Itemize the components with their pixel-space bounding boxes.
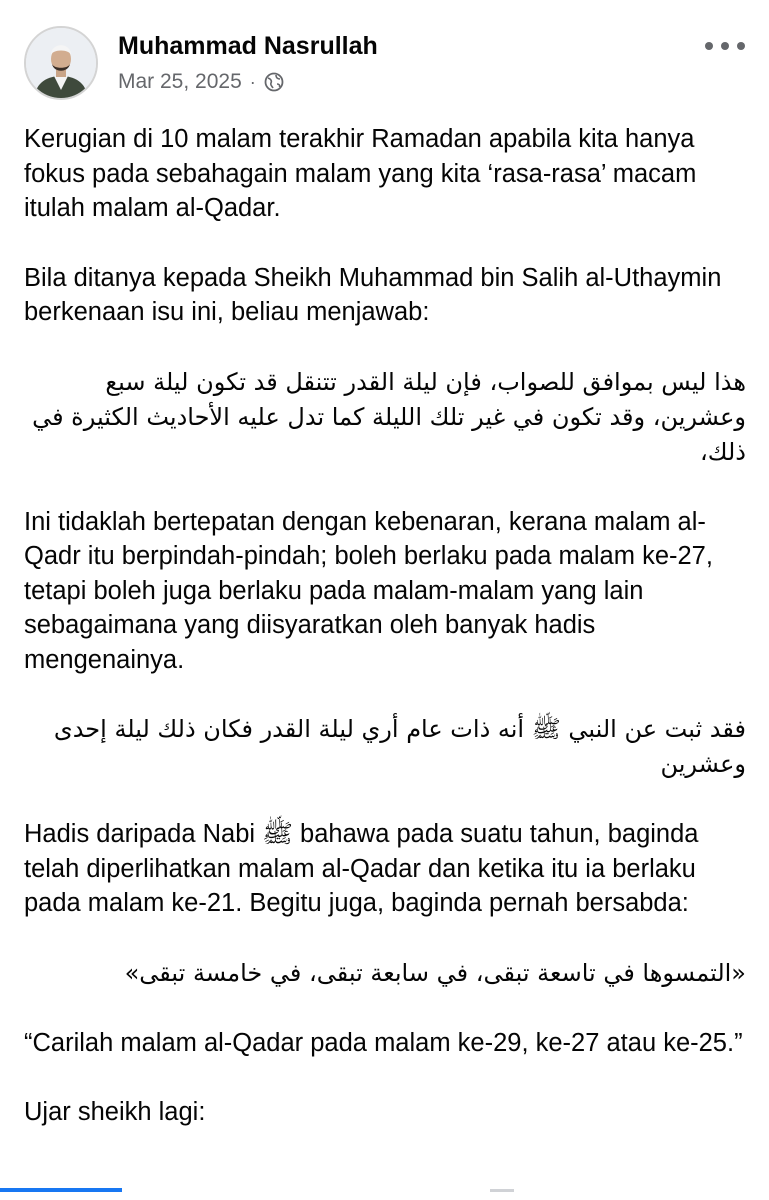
meta-separator: · (249, 71, 256, 92)
more-dot (737, 42, 745, 50)
globe-icon[interactable] (264, 72, 284, 92)
post-paragraph: Ini tidaklah bertepatan dengan kebenaran, kerana malam al-Qadr itu berpindah-pindah; boleh berlaku pada malam ke-27, tetapi boleh juga berlaku pada malam-malam yang lain sebagaimana yang diisyaratkan oleh banyak hadis mengenainya. (24, 507, 713, 674)
post-paragraph: Bila ditanya kepada Sheikh Muhammad bin Salih al-Uthaymin berkenaan isu ini, beliau menjawab: (24, 263, 722, 326)
post-paragraph: Kerugian di 10 malam terakhir Ramadan apabila kita hanya fokus pada sebahagain malam yang kita ‘rasa-rasa’ macam itulah malam al-Qadar. (24, 125, 697, 222)
divider (490, 1189, 514, 1192)
arabic-quote: فقد ثبت عن النبي ﷺ أنه ذات عام أري ليلة القدر فكان ذلك ليلة إحدى وعشرين (53, 715, 746, 778)
avatar[interactable] (24, 26, 98, 100)
arabic-quote: «التمسوها في تاسعة تبقى، في سابعة تبقى، في خامسة تبقى» (124, 958, 746, 987)
more-dot (705, 42, 713, 50)
post-paragraph: “Carilah malam al-Qadar pada malam ke-29, ke-27 atau ke-25.” (24, 1028, 743, 1057)
post-date[interactable]: Mar 25, 2025 (118, 70, 242, 93)
post-body (24, 122, 746, 1165)
author-name[interactable]: Muhammad Nasrullah (118, 32, 378, 60)
more-dot (721, 42, 729, 50)
arabic-quote: هذا ليس بموافق للصواب، فإن ليلة القدر تتنقل قد تكون ليلة سبع وعشرين، وقد تكون في غير تلك الليلة كما تدل عليه الأحاديث الكثيرة في ذلك، (32, 367, 746, 466)
post-paragraph: Ujar sheikh lagi: (24, 1098, 206, 1126)
post-paragraph: Hadis daripada Nabi ﷺ bahawa pada suatu tahun, baginda telah diperlihatkan malam al-Qadar dan ketika itu ia berlaku pada malam ke-21. Begitu juga, baginda pernah bersabda: (24, 820, 699, 917)
post-header (0, 0, 769, 110)
post-meta (118, 70, 284, 94)
scroll-indicator (0, 1188, 122, 1192)
more-options-icon[interactable] (705, 36, 745, 56)
